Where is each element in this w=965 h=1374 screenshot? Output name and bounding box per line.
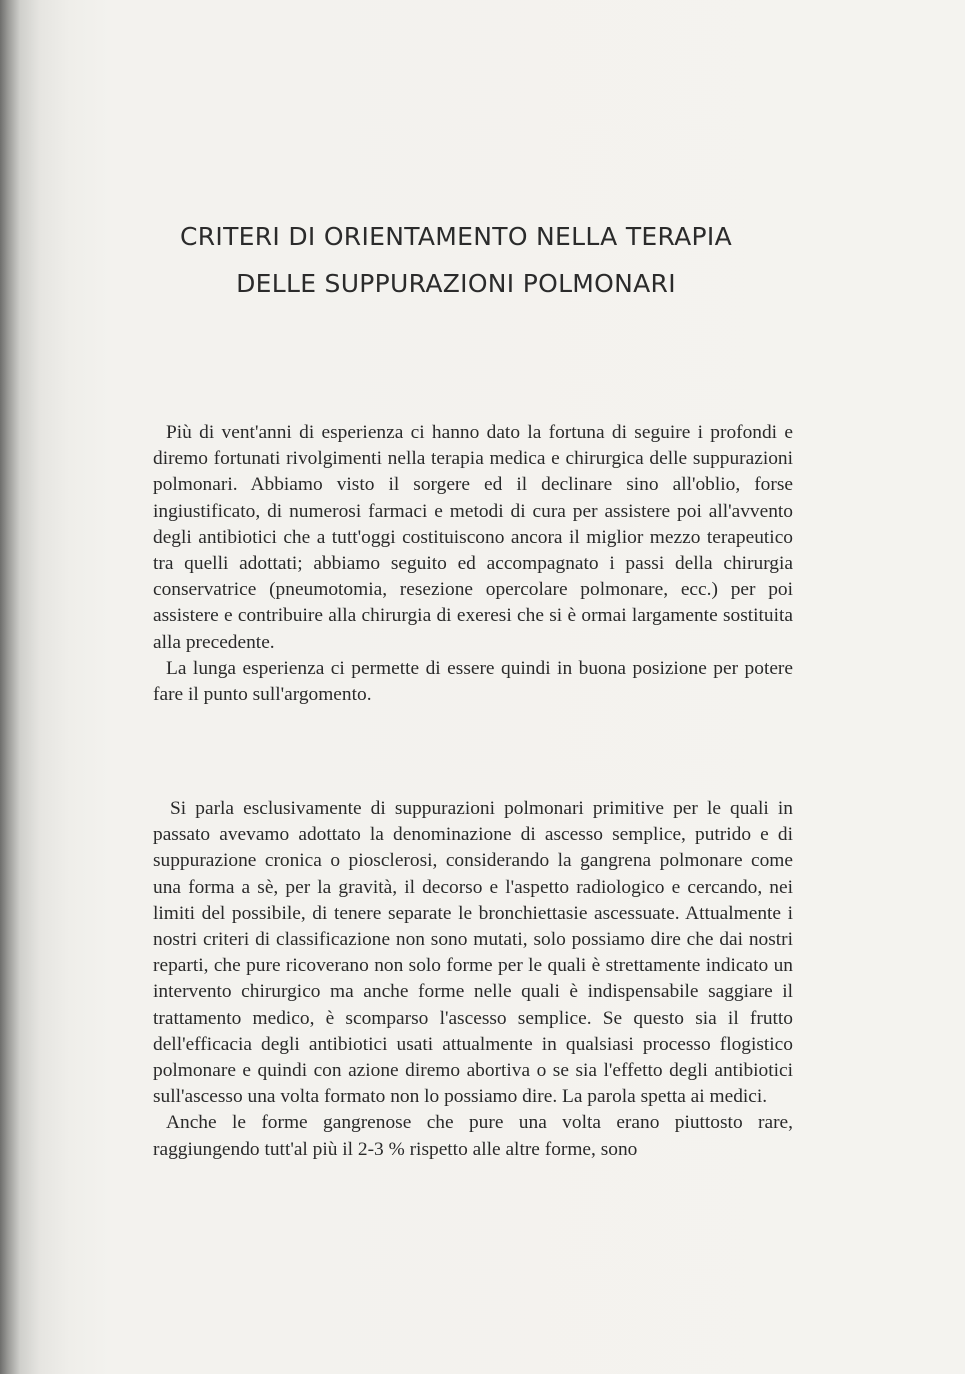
paragraph-2: La lunga esperienza ci permette di essere quindi in buona posizione per potere fare il punto sull'argomento. xyxy=(153,657,793,706)
title-line-2: DELLE SUPPURAZIONI POLMONARI xyxy=(236,269,676,298)
paragraph-3: Si parla esclusivamente di suppurazioni polmonari primitive per le quali in passato avevamo adottato la denominazione di ascesso semplice, putrido e di suppurazione cronica o piosclerosi, considerando la gangrena polmonare come una forma a sè, per la gravità, il decorso e l'aspetto radiologico e cercando, nei limiti del possibile, di tenere separate le bronchiettasie ascessuate. Attualmente i nostri criteri di classificazione non sono mutati, solo possiamo dire che dai nostri reparti, che pure ricoverano non solo forme per le quali è strettamente indicato un intervento chirurgico ma anche forme nelle quali è indispensabile saggiare il trattamento medico, è scomparso l'ascesso semplice. Se questo sia il frutto dell'efficacia degli antibiotici usati attualmente in qualsiasi processo flogistico polmonare e quindi con azione diremo abortiva o se sia l'effetto degli antibiotici sull'ascesso una volta formato non lo possiamo dire. La parola spetta ai medici. xyxy=(153,798,793,1108)
paragraph-4: Anche le forme gangrenose che pure una volta erano piuttosto rare, raggiungendo tutt'al più il 2-3 % rispetto alle altre forme, sono xyxy=(153,1112,793,1160)
title-line-1: CRITERI DI ORIENTAMENTO NELLA TERAPIA xyxy=(180,222,732,251)
section-intro xyxy=(153,420,793,708)
paragraph-1: Più di vent'anni di esperienza ci hanno dato la fortuna di seguire i profondi e diremo fortunati rivolgimenti nella terapia medica e chirurgica delle suppurazioni polmonari. Abbiamo visto il sorgere ed il declinare sino all'oblio, forse ingiustificato, di numerosi farmaci e metodi di cura per assistere poi all'avvento degli antibiotici che a tutt'oggi costituiscono ancora il miglior mezzo terapeutico tra quelli adottati; abbiamo seguito ed accompagnato i passi della chirurgia conservatrice (pneumotomia, resezione opercolare polmonare, ecc.) per poi assistere e contribuire alla chirurgia di exeresi che si è ormai largamente sostituita alla precedente. xyxy=(153,422,793,653)
section-classification xyxy=(153,796,793,1163)
